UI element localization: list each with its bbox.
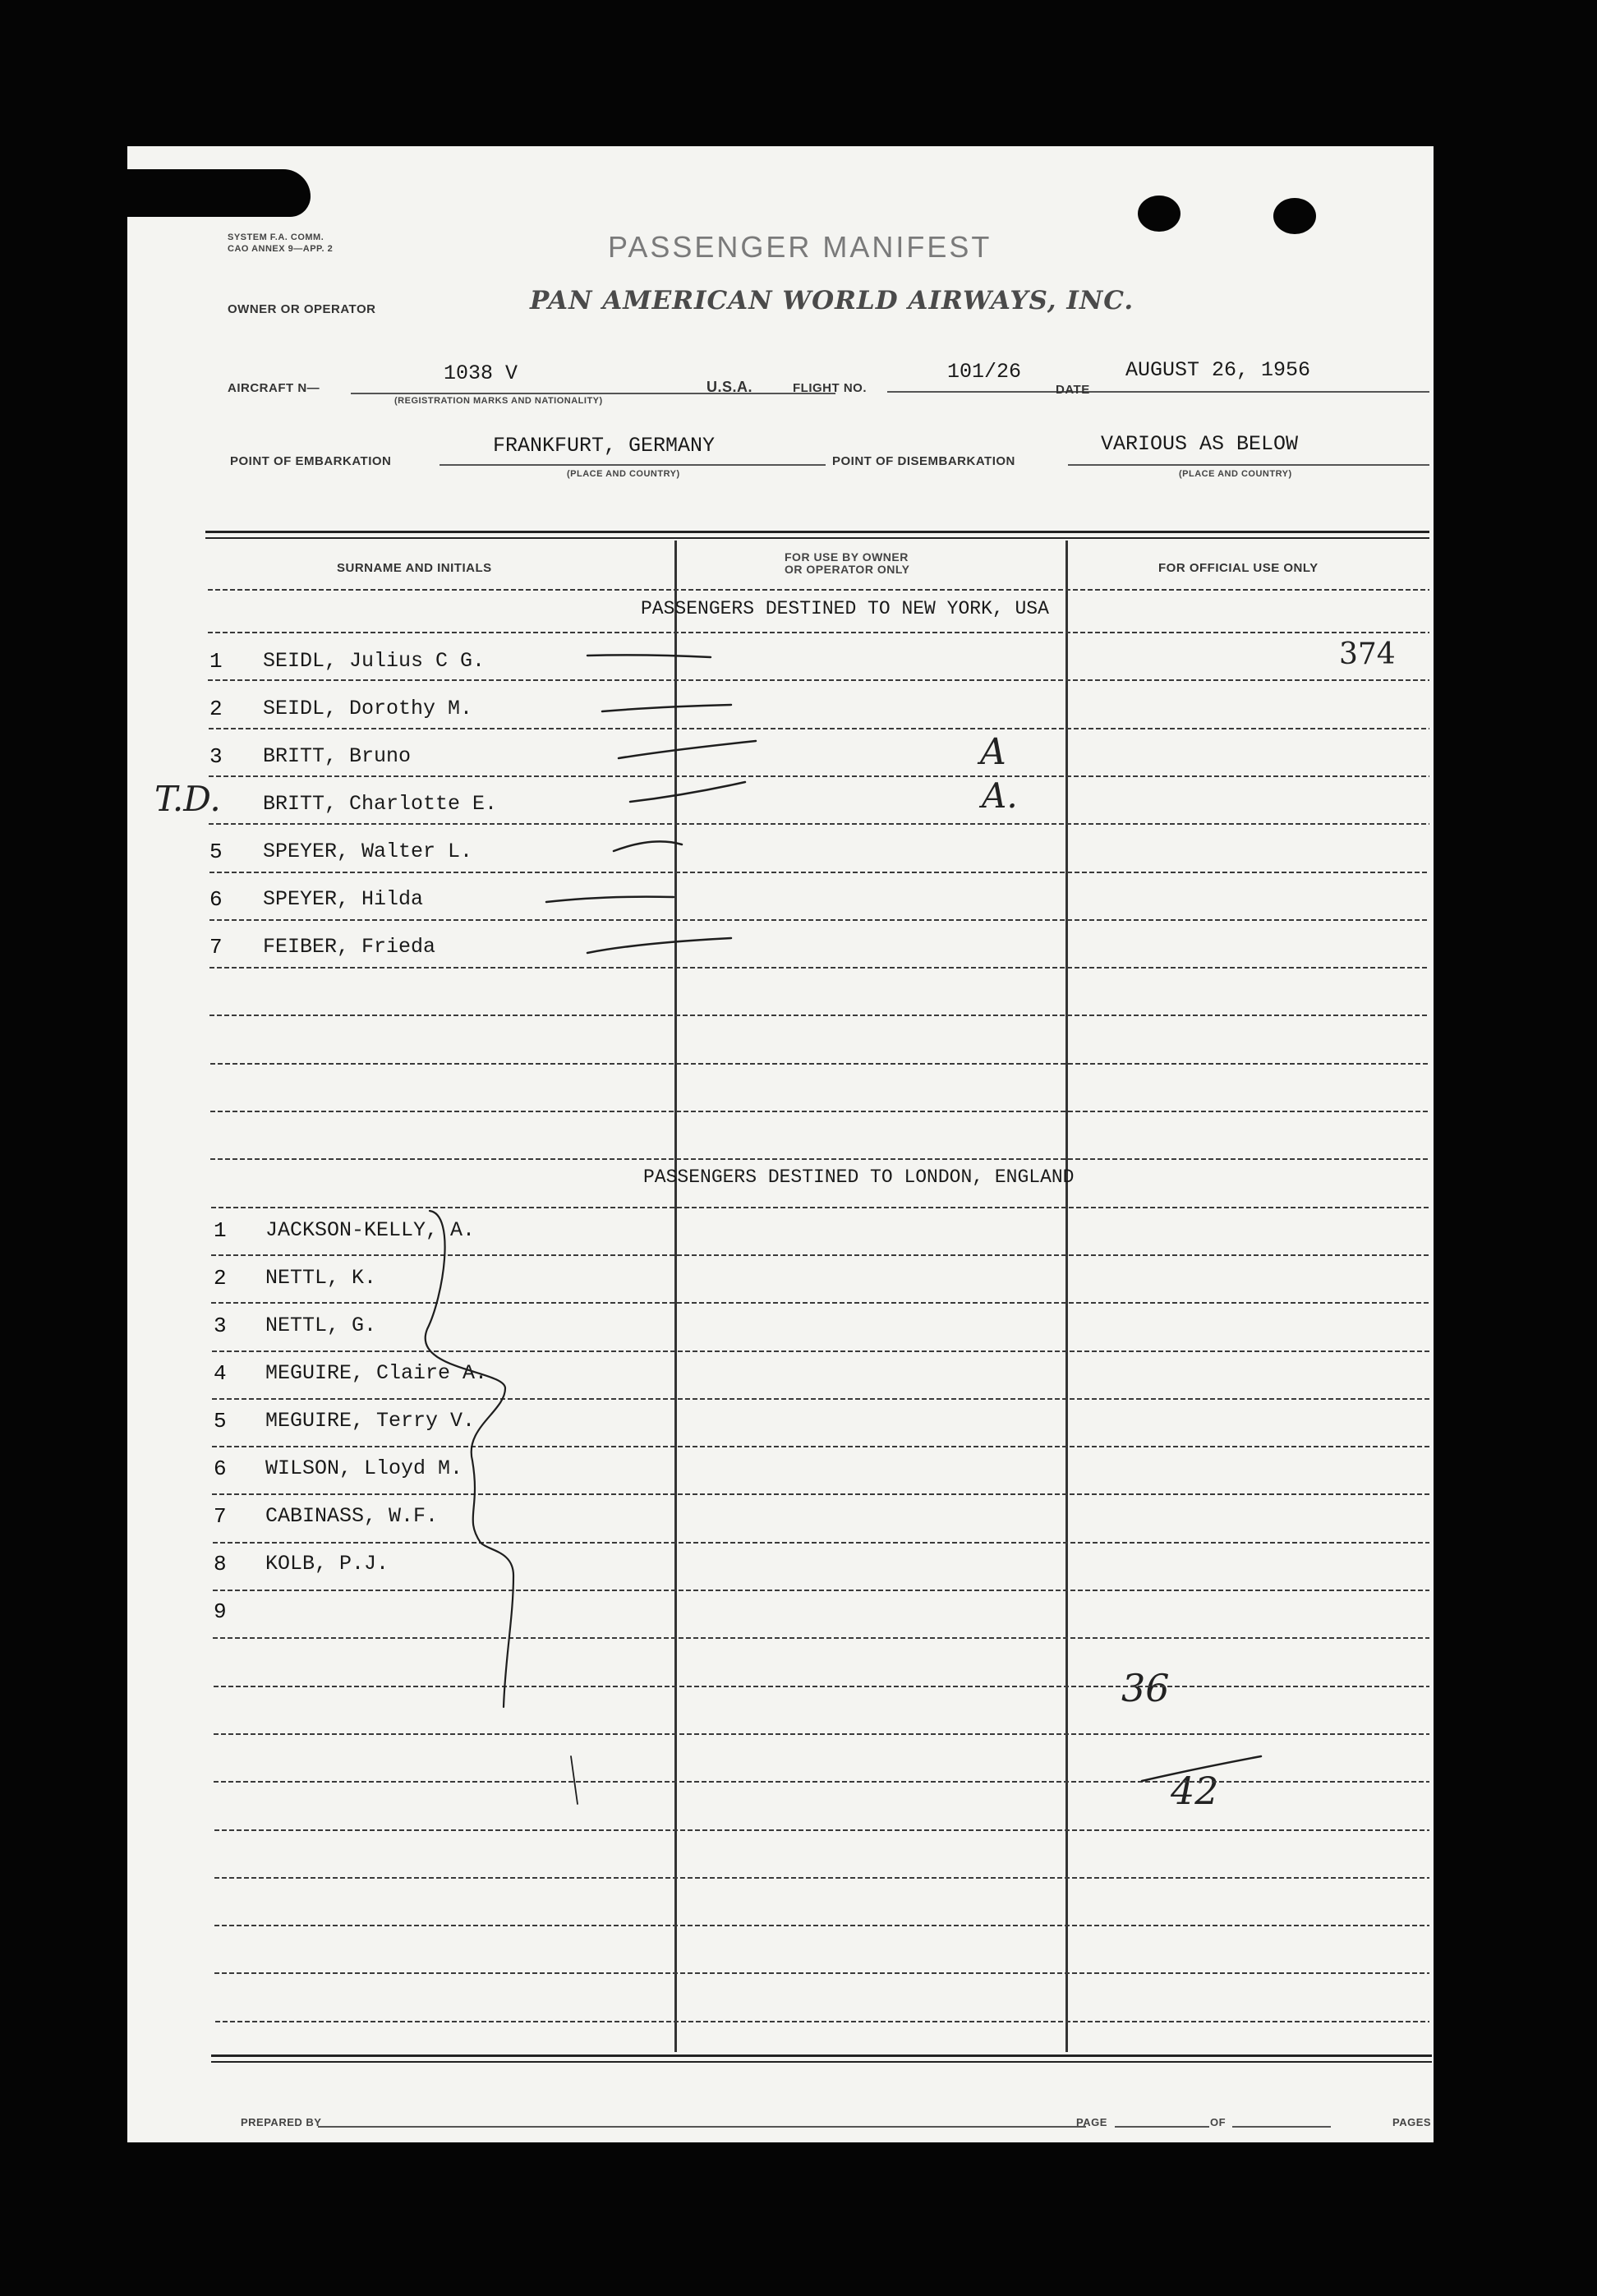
prepared-by-label: PREPARED BY [241, 2116, 322, 2128]
row-rules [127, 146, 1434, 2142]
s2-row6-num: 6 [214, 1456, 227, 1481]
official-number: 374 [1339, 637, 1396, 671]
s2-row2-name: NETTL, K. [265, 1266, 377, 1290]
date-label: DATE [1056, 383, 1090, 397]
pen-tick [571, 1756, 578, 1804]
s1-row3-num: 3 [209, 744, 223, 769]
aircraft-value: 1038 V [444, 361, 518, 385]
col-owner-header-1: FOR USE BY OWNER [785, 550, 909, 564]
carrier-name: PAN AMERICAN WORLD AIRWAYS, INC. [530, 286, 1134, 315]
pages-label: PAGES [1392, 2116, 1432, 2128]
col-surname-header: SURNAME AND INITIALS [337, 561, 492, 575]
aircraft-label: AIRCRAFT N— [228, 381, 320, 395]
embark-label: POINT OF EMBARKATION [230, 454, 392, 468]
s2-row8-num: 8 [214, 1552, 227, 1576]
s2-row9-num: 9 [214, 1599, 227, 1624]
pen-stroke [587, 655, 711, 657]
s1-row6-num: 6 [209, 887, 223, 912]
s1-row7-name: FEIBER, Frieda [263, 935, 436, 959]
manifest-sheet [127, 146, 1434, 2142]
pen-squiggle [426, 1211, 513, 1707]
fraction-top: 36 [1121, 1666, 1170, 1710]
s2-row1-name: JACKSON-KELLY, A. [265, 1218, 476, 1242]
col-official-header: FOR OFFICIAL USE ONLY [1158, 561, 1319, 575]
pen-stroke [630, 782, 745, 802]
disembark-value: VARIOUS AS BELOW [1101, 432, 1299, 456]
pen-stroke [587, 938, 731, 953]
s2-row7-name: CABINASS, W.F. [265, 1504, 439, 1528]
usa-label: U.S.A. [706, 379, 753, 395]
flight-value: 101/26 [947, 360, 1022, 384]
date-value: AUGUST 26, 1956 [1125, 358, 1311, 382]
registration-caption: (REGISTRATION MARKS AND NATIONALITY) [394, 396, 603, 406]
s1-row6-name: SPEYER, Hilda [263, 887, 424, 911]
embark-value: FRANKFURT, GERMANY [493, 434, 716, 458]
td-note: T.D. [154, 779, 221, 819]
owner-label: OWNER OR OPERATOR [228, 302, 376, 316]
s2-row3-name: NETTL, G. [265, 1314, 377, 1337]
s2-row1-num: 1 [214, 1218, 227, 1243]
section2-heading: PASSENGERS DESTINED TO LONDON, ENGLAND [643, 1166, 1075, 1188]
s2-row8-name: KOLB, P.J. [265, 1552, 389, 1576]
fraction-bar [1142, 1756, 1261, 1781]
section1-heading: PASSENGERS DESTINED TO NEW YORK, USA [641, 598, 1049, 619]
mark-a-row4: A. [982, 775, 1018, 816]
pen-stroke [546, 897, 674, 902]
pen-stroke [619, 741, 756, 758]
s2-row6-name: WILSON, Lloyd M. [265, 1456, 463, 1480]
form-stamp-line2: CAO ANNEX 9—APP. 2 [228, 244, 334, 254]
disembark-label: POINT OF DISEMBARKATION [832, 454, 1015, 468]
s1-row2-num: 2 [209, 697, 223, 721]
of-label: OF [1210, 2116, 1227, 2128]
disembark-caption: (PLACE AND COUNTRY) [1179, 469, 1292, 479]
s2-row5-num: 5 [214, 1409, 227, 1433]
mark-a-row3: A [980, 731, 1006, 773]
s1-row1-name: SEIDL, Julius C G. [263, 649, 486, 673]
s1-row5-name: SPEYER, Walter L. [263, 840, 473, 863]
s1-row3-name: BRITT, Bruno [263, 744, 412, 768]
pen-stroke [602, 705, 731, 711]
s1-row5-num: 5 [209, 840, 223, 864]
flight-label: FLIGHT NO. [793, 381, 867, 395]
pen-stroke [614, 841, 682, 851]
embark-caption: (PLACE AND COUNTRY) [567, 469, 680, 479]
s2-row4-num: 4 [214, 1361, 227, 1386]
s1-row2-name: SEIDL, Dorothy M. [263, 697, 473, 720]
form-stamp-line1: SYSTEM F.A. COMM. [228, 232, 324, 242]
s2-row4-name: MEGUIRE, Claire A. [265, 1361, 488, 1385]
s1-row7-num: 7 [209, 935, 223, 959]
page-label: PAGE [1076, 2116, 1107, 2128]
page-title: PASSENGER MANIFEST [608, 230, 992, 264]
s1-row1-num: 1 [209, 649, 223, 674]
s2-row2-num: 2 [214, 1266, 227, 1291]
s2-row5-name: MEGUIRE, Terry V. [265, 1409, 476, 1433]
s2-row3-num: 3 [214, 1314, 227, 1338]
s1-row4-name: BRITT, Charlotte E. [263, 792, 498, 816]
col-owner-header-2: OR OPERATOR ONLY [785, 563, 910, 576]
fraction-bottom: 42 [1171, 1769, 1219, 1813]
s2-row7-num: 7 [214, 1504, 227, 1529]
